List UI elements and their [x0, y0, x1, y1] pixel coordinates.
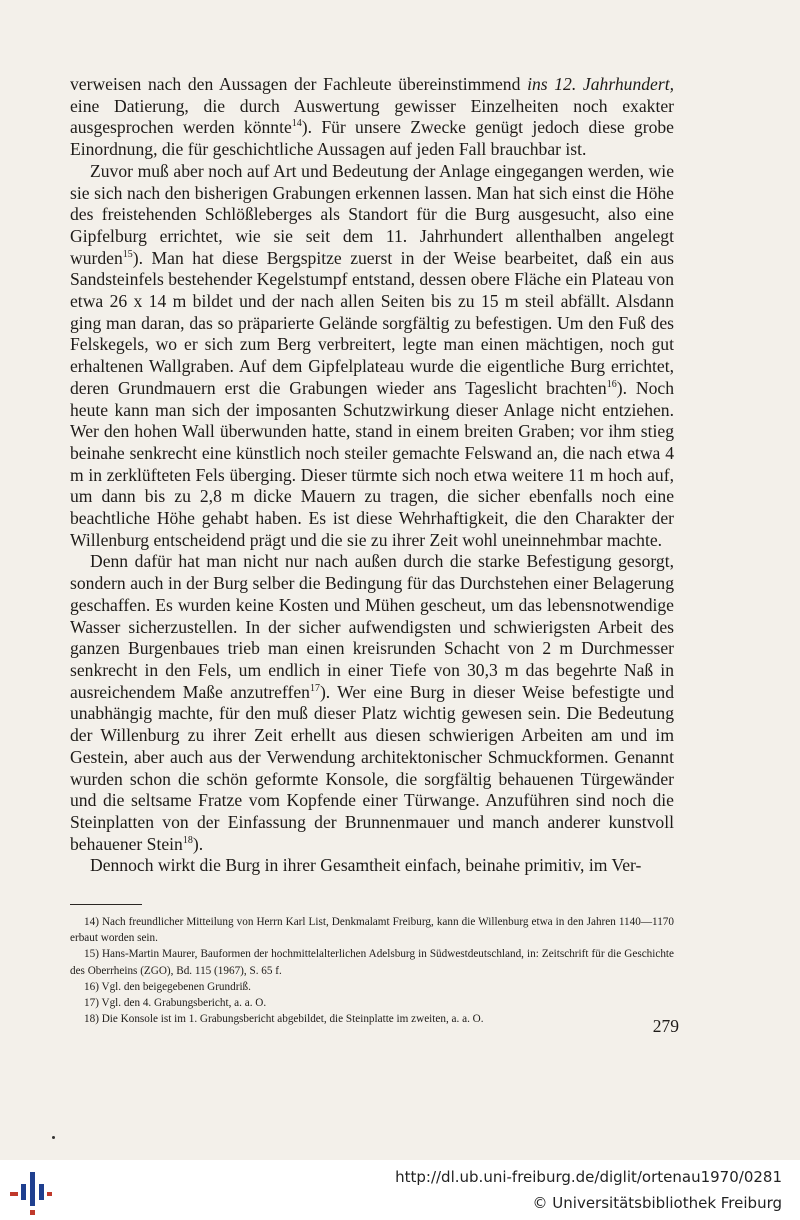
scan-speck	[52, 1136, 55, 1139]
italic-run: ins 12. Jahrhundert,	[527, 74, 674, 94]
permalink-url[interactable]: http://dl.ub.uni-freiburg.de/diglit/ortenau1970/0281	[395, 1168, 782, 1186]
footnote-ref: 18	[182, 834, 193, 846]
footnote-ref: 16	[606, 378, 617, 390]
paragraph-1	[70, 74, 674, 161]
text-run: verweisen nach den Aussagen der Fachleute übereinstimmend	[70, 74, 528, 94]
footnote-15: 15) Hans-Martin Maurer, Bauformen der hochmittelalterlichen Adelsburg in Südwestdeutschland, in: Zeitschrift für die Geschichte des Oberrheins (ZGO), Bd. 115 (1967), S. 65 f.	[70, 948, 674, 977]
page-number: 279	[652, 1016, 679, 1036]
body-text	[70, 74, 674, 877]
text-run: ). Wer eine Burg in dieser Weise befestigte und unabhängig machte, für den muß dieser Platz wichtig gewesen sein. Die Bedeutung der Willenburg zu ihrer Zeit erhellt aus diesen schwierigen Arbeiten am und im Gestein, aber auch aus der Verwendung architektonischer Schmuckformen. Genannt wurden schon die schön geformte Konsole, die sorgfältig behauenen Türgewänder und die seltsame Fratze vom Kopfende einer Türwange. Anzuführen sind noch die Steinplatten von der Einfassung der Brunnenmauer und manch anderer kunstvoll behauener Stein	[70, 681, 674, 854]
paragraph-4: Dennoch wirkt die Burg in ihrer Gesamtheit einfach, beinahe primitiv, im Ver-	[90, 855, 642, 876]
footnote-14: 14) Nach freundlicher Mitteilung von Herrn Karl List, Denkmalamt Freiburg, kann die Willenburg etwa in den Jahren 1140—1170 erbaut worden sein.	[70, 916, 674, 945]
footnote-divider	[70, 904, 142, 905]
text-run: ). Man hat diese Bergspitze zuerst in der Weise bearbeitet, daß ein aus Sandsteinfels bestehender Kegelstumpf entstand, dessen obere Fläche ein Plateau von etwa 26 x 14 m bildet und der nach allen Seiten bis zu 15 m steil abfällt. Alsdann ging man daran, das so präparierte Gelände sorgfältig zu befestigen. Um den Fuß des Felskegels, wo er sich zum Berg verbreitert, legte man einen mächtigen, noch gut erhaltenen Wallgraben. Auf dem Gipfelplateau wurde die eigentliche Burg errichtet, deren Grundmauern erst die Grabungen wieder ans Tageslicht brachten	[70, 247, 674, 398]
text-run: eine Datierung, die durch Auswertung gewisser Einzelheiten noch exakter ausgesprochen werden könnte	[70, 95, 674, 138]
copyright-notice: © Universitätsbibliothek Freiburg	[532, 1194, 782, 1212]
footnotes	[70, 914, 674, 1027]
footnote-ref: 14	[291, 118, 302, 130]
footnote-ref: 17	[309, 682, 320, 694]
text-run: ).	[192, 833, 204, 854]
text-run: ). Für unsere Zwecke genügt jedoch diese grobe Einordnung, die für geschichtliche Aussagen auf jeden Fall brauchbar ist.	[70, 117, 674, 160]
text-run: Denn dafür hat man nicht nur nach außen durch die starke Befestigung gesorgt, sondern auch in der Burg selber die Bedingung für das Durchstehen einer Belagerung geschaffen. Es wurden keine Kosten und Mühen gescheut, um das lebensnotwendige Wasser sicherzustellen. In der sicher aufwendigsten und schwierigsten Arbeit des ganzen Burgenbaues trieb man einen kreisrunden Schacht von 2 m Durchmesser senkrecht in den Fels, um endlich in einer Tiefe von 30,3 m das begehrte Naß in ausreichendem Maße anzutreffen	[70, 551, 674, 702]
text-run: ). Noch heute kann man sich der imposanten Schutzwirkung dieser Anlage nicht entziehen. Wer den hohen Wall überwunden hatte, stand in einem breiten Graben; vor ihm stieg beinahe senkrecht eine künstlich noch steiler gemachte Felswand an, die nach etwa 4 m in zerklüfteten Fels überging. Dieser türmte sich noch etwa weitere 11 m hoch auf, um dann bis zu 2,8 m dicke Mauern zu tragen, die sicher ebenfalls noch eine beachtliche Höhe gehabt haben. Es ist diese Wehrhaftigkeit, die den Charakter der Willenburg entscheidend prägt und die sie zu ihrer Zeit wohl uneinnehmbar machte.	[70, 377, 674, 550]
footnote-ref: 15	[122, 248, 133, 260]
ub-freiburg-logo-icon	[10, 1170, 52, 1216]
paragraph-3	[70, 551, 674, 855]
paragraph-2	[70, 161, 674, 552]
viewer-footer	[0, 1160, 800, 1220]
footnote-16: 16) Vgl. den beigegebenen Grundriß.	[84, 980, 251, 993]
footnote-18: 18) Die Konsole ist im 1. Grabungsbericht abgebildet, die Steinplatte im zweiten, a. a. O.	[84, 1013, 484, 1026]
text-run: Zuvor muß aber noch auf Art und Bedeutung der Anlage eingegangen werden, wie sie sich nach den bisherigen Grabungen erkennen lassen. Man hat sich einst die Höhe des freistehenden Schlößleberges als Standort für die Burg ausgesucht, also eine Gipfelburg errichtet, wie sie seit dem 11. Jahrhundert allenthalben angelegt wurden	[70, 160, 674, 268]
footnote-17: 17) Vgl. den 4. Grabungsbericht, a. a. O.	[84, 997, 267, 1010]
